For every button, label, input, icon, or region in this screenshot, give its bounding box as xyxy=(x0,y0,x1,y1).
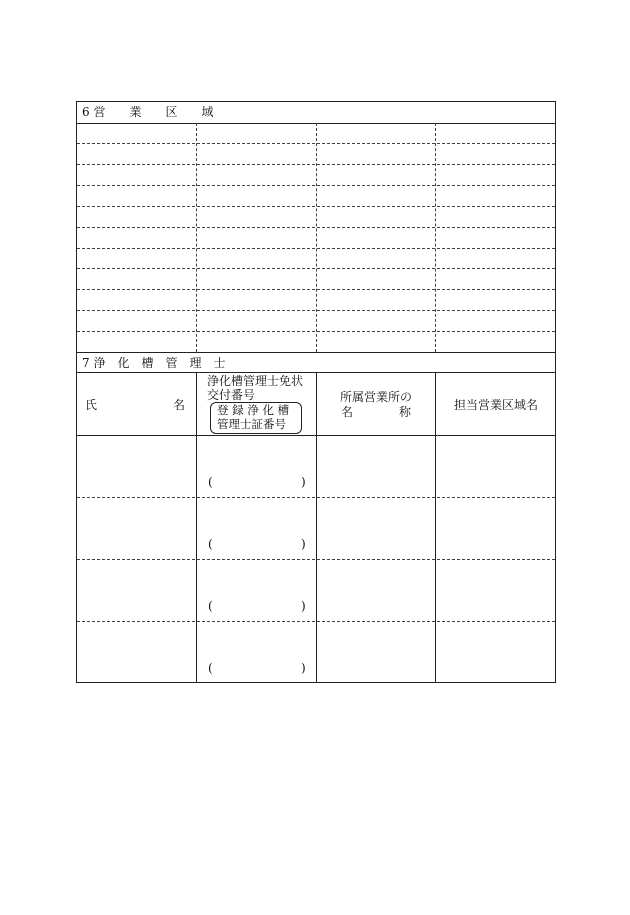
license-paren-close: ) xyxy=(301,661,306,675)
area-grid-col-line xyxy=(316,123,317,352)
section-7-title: 7 浄 化 槽 管 理 士 xyxy=(82,356,226,370)
header-license-line2: 交付番号 xyxy=(207,388,256,402)
manager-row-line xyxy=(77,559,555,560)
manager-row-line xyxy=(77,621,555,622)
header-office-line1: 所属営業所の xyxy=(340,390,413,404)
header-license-line1: 浄化槽管理士免状 xyxy=(207,374,304,388)
header-name-right: 名 xyxy=(173,398,186,412)
license-paren-open: ( xyxy=(208,599,213,613)
license-paren-open: ( xyxy=(208,661,213,675)
header-office-line2-b: 称 xyxy=(399,405,412,419)
area-grid-col-line xyxy=(196,123,197,352)
manager-col-line xyxy=(435,372,436,683)
area-grid-col-line xyxy=(435,123,436,352)
license-paren-close: ) xyxy=(301,599,306,613)
license-paren-open: ( xyxy=(208,475,213,489)
header-reg-line1: 登 録 浄 化 槽 xyxy=(217,403,290,417)
license-paren-close: ) xyxy=(301,475,306,489)
manager-header-bottom-rule xyxy=(77,435,555,436)
header-name-left: 氏 xyxy=(85,398,98,412)
header-office-line2-a: 名 xyxy=(341,405,354,419)
manager-row-line xyxy=(77,497,555,498)
registration-number-bracket xyxy=(210,402,302,434)
license-paren-close: ) xyxy=(301,537,306,551)
header-reg-line2: 管理士証番号 xyxy=(217,417,286,431)
manager-col-line xyxy=(316,372,317,683)
header-area-name: 担当営業区域名 xyxy=(454,398,539,412)
section-6-title: 6 営 業 区 域 xyxy=(82,105,214,119)
license-paren-open: ( xyxy=(208,537,213,551)
manager-col-line xyxy=(196,372,197,683)
registration-form-table xyxy=(76,101,556,683)
